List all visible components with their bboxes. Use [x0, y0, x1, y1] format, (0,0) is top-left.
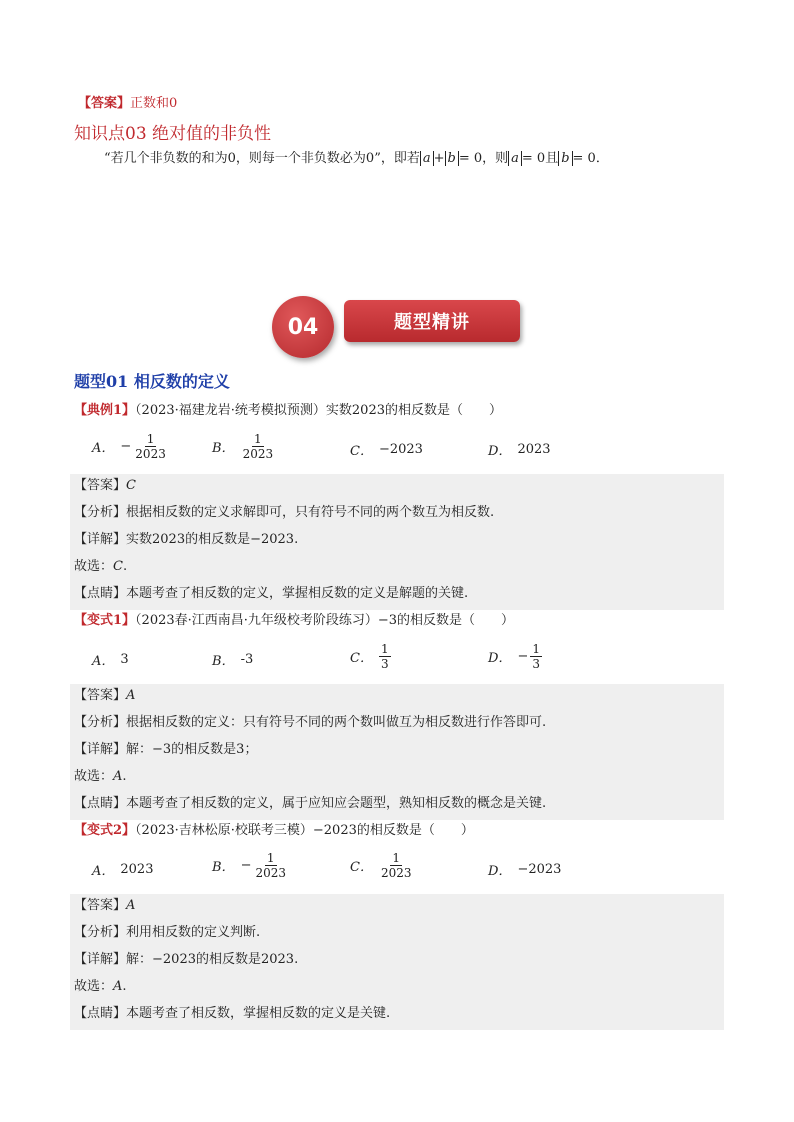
fraction: $\frac{1}{3}$	[380, 642, 389, 671]
topic-title: 题型01 相反数的定义	[74, 372, 230, 391]
option-d: D． − $\frac{1}{3}$	[488, 642, 540, 671]
option-d: D． 2023	[488, 442, 551, 459]
abs-b-2: b	[558, 151, 572, 166]
eq1-tail: = 0，则	[458, 151, 509, 166]
eq2-mid: = 0且	[521, 151, 559, 166]
knowledge-heading: 知识点03 绝对值的非负性	[74, 124, 272, 144]
option-b: B． -3	[212, 652, 254, 669]
option-c: C． $\frac{1}{2023}$	[350, 851, 412, 880]
option-d: D． −2023	[488, 862, 562, 879]
solution-box: 【答案】C 【分析】根据相反数的定义求解即可，只有符号不同的两个数互为相反数. 【详解】实数2023的相反数是−2023. 故选：C. 【点睛】本题考查了相反数的定义，掌握相反数的定义是解题的关键.	[70, 474, 724, 610]
option-c: C． $\frac{1}{3}$	[350, 642, 389, 671]
fraction: $\frac{1}{2023}$	[380, 851, 412, 880]
option-a: A． 3	[92, 652, 129, 669]
abs-b-1: b	[445, 151, 459, 166]
problem-stem-line	[74, 822, 474, 840]
knowledge-quote: “若几个非负数的和为0，则每一个非负数必为0”，即若	[104, 151, 420, 166]
option-b: B． $\frac{1}{2023}$	[212, 432, 274, 461]
top-answer-line	[78, 95, 177, 113]
option-c: C． −2023	[350, 442, 423, 459]
answer-tag: 【答案】	[78, 96, 131, 111]
problem-tag: 【典例1】	[74, 403, 136, 418]
solution-box: 【答案】A 【分析】根据相反数的定义：只有符号不同的两个数叫做互为相反数进行作答即可. 【详解】解：−3的相反数是3； 故选：A. 【点睛】本题考查了相反数的定义，属于应知应会题型，熟知相反数的概念是关键.	[70, 684, 724, 820]
fraction: $\frac{1}{2023}$	[135, 432, 166, 461]
abs-a-2: a	[508, 151, 522, 166]
problem-stem-line	[74, 612, 514, 630]
knowledge-quote-line	[104, 150, 609, 168]
fraction: $\frac{1}{2023}$	[255, 851, 287, 880]
problem-stem: （2023·福建龙岩·统考模拟预测）实数2023的相反数是（ ）	[135, 403, 502, 418]
problem-stem-line	[74, 402, 502, 420]
fraction: $\frac{1}{3}$	[532, 642, 540, 671]
option-b: B． − $\frac{1}{2023}$	[212, 851, 287, 880]
fraction: $\frac{1}{2023}$	[242, 432, 274, 461]
section-title-badge: 题型精讲	[344, 300, 520, 342]
problem-tag: 【变式1】	[74, 613, 136, 628]
answer-text: 正数和0	[130, 96, 178, 111]
plus-sign: +	[433, 151, 445, 166]
section-number-badge: 04	[272, 296, 334, 358]
option-a: A． − $\frac{1}{2023}$	[92, 432, 166, 461]
problem-stem: （2023春·江西南昌·九年级校考阶段练习）−3的相反数是（ ）	[135, 613, 515, 628]
option-a: A． 2023	[92, 862, 154, 879]
eq2-tail: = 0．	[572, 151, 609, 166]
solution-box: 【答案】A 【分析】利用相反数的定义判断. 【详解】解：−2023的相反数是2023. 故选：A. 【点睛】本题考查了相反数，掌握相反数的定义是关键.	[70, 894, 724, 1030]
abs-a-1: a	[420, 151, 434, 166]
problem-stem: （2023·吉林松原·校联考三模）−2023的相反数是（ ）	[135, 823, 474, 838]
problem-tag: 【变式2】	[74, 823, 136, 838]
